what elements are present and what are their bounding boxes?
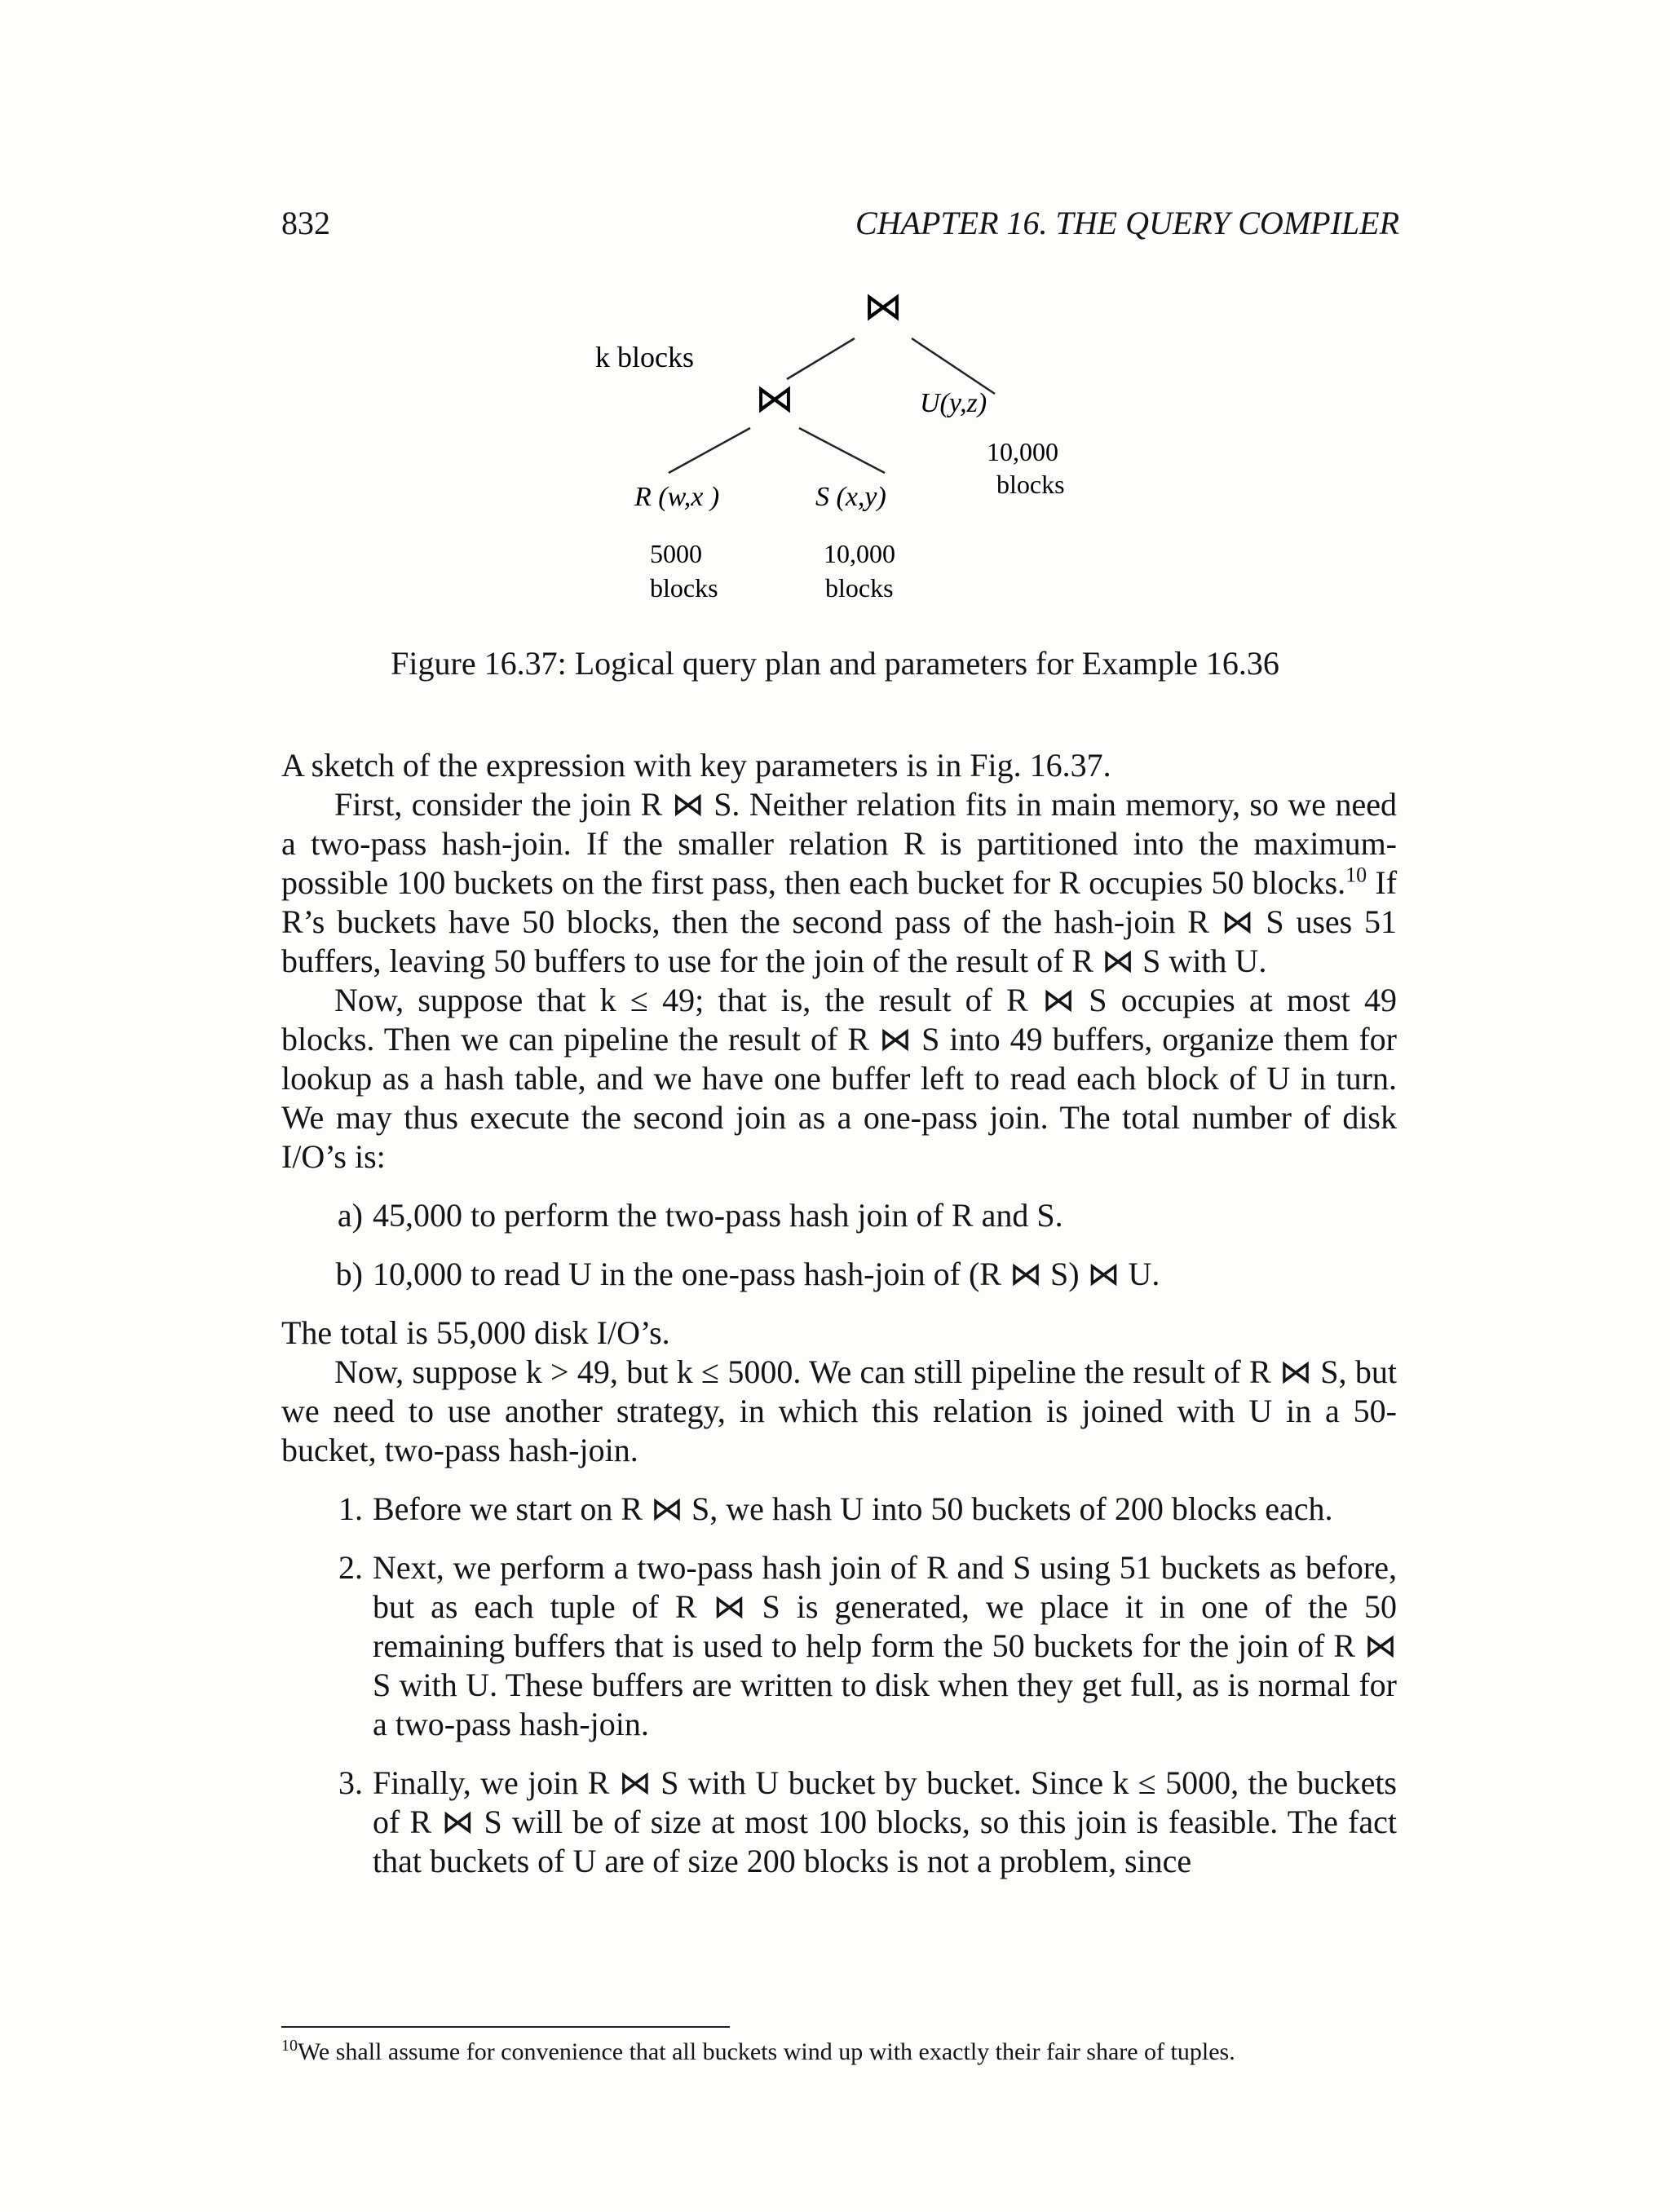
r-size-unit: blocks (650, 573, 718, 603)
edge-inner-r (669, 428, 750, 473)
chapter-title: CHAPTER 16. THE QUERY COMPILER (855, 205, 1399, 241)
list-marker: 3. (338, 1764, 363, 1801)
list-item (281, 1764, 1397, 1881)
query-plan-figure (0, 277, 1670, 628)
footnote-rule (281, 2026, 730, 2028)
u-size-unit: blocks (996, 470, 1065, 499)
edge-root-u (912, 338, 995, 394)
footnote (281, 2037, 1397, 2068)
list-marker: 1. (338, 1490, 363, 1527)
footnote-text: We shall assume for convenience that all buckets wind up with exactly their fair share of tuples. (298, 2038, 1235, 2065)
edge-root-left (787, 338, 855, 379)
list-marker: a) (337, 1197, 363, 1234)
list-item (281, 1196, 1397, 1235)
list-text: Finally, we join R ⋈ S with U bucket by bucket. Since k ≤ 5000, the buckets of R ⋈ S will be of size at most 100 blocks, so this join is feasible. The fact that buckets of U are of size 200 blocks is not a problem, since (373, 1764, 1397, 1879)
paragraph-2-part-a: First, consider the join R ⋈ S. Neither relation fits in main memory, so we need a two-pass hash-join. If the smaller relation R is partitioned into the maximum-possible 100 buckets on the first pass, then each bucket for R occupies 50 blocks. (281, 786, 1397, 901)
list-marker: 2. (338, 1549, 363, 1586)
paragraph-2-part-b: If R’s buckets have 50 blocks, then the second pass of the hash-join R ⋈ S uses 51 buffers, leaving 50 buffers to use for the join of the result of R ⋈ S with U. (281, 864, 1398, 979)
edge-inner-s (799, 428, 885, 473)
paragraph-5: Now, suppose k > 49, but k ≤ 5000. We can still pipeline the result of R ⋈ S, but we need to use another strategy, in which this relation is joined with U in a 50-bucket, two-pass hash-join. (281, 1353, 1397, 1468)
list-text: Before we start on R ⋈ S, we hash U into 50 buckets of 200 blocks each. (373, 1490, 1333, 1527)
list-text: 45,000 to perform the two-pass hash join of R and S. (373, 1197, 1063, 1234)
strategy-list (281, 1490, 1397, 1881)
list-item (281, 1548, 1397, 1744)
list-item (281, 1490, 1397, 1529)
r-size-value: 5000 (650, 539, 702, 568)
relation-s-label: S (x,y) (815, 482, 886, 512)
io-cost-list (281, 1196, 1397, 1294)
k-blocks-label: k blocks (595, 341, 694, 373)
footnote-ref: 10 (1345, 863, 1367, 887)
paragraph-3: Now, suppose that k ≤ 49; that is, the result of R ⋈ S occupies at most 49 blocks. Then we can pipeline the result of R ⋈ S into 49 buffers, organize them for lookup as a hash table, and we have one buffer left to read each block of U in turn. We may thus execute the second join as a one-pass join. The total number of disk I/O’s is: (281, 982, 1397, 1175)
relation-u-label: U(y,z) (920, 388, 987, 418)
s-size-value: 10,000 (824, 539, 895, 568)
root-join-symbol: ⋈ (864, 285, 903, 329)
body-text (281, 746, 1397, 1901)
footnote-number: 10 (281, 2037, 298, 2055)
inner-join-symbol: ⋈ (755, 377, 794, 421)
u-size-value: 10,000 (987, 437, 1058, 466)
page-number: 832 (281, 205, 330, 241)
list-text: Next, we perform a two-pass hash join of R and S using 51 buckets as before, but as each tuple of R ⋈ S is generated, we place it in one of the 50 remaining buffers that is used to help form the 50 buckets for the join of R ⋈ S with U. These buffers are written to disk when they get full, as is normal for a two-pass hash-join. (373, 1549, 1397, 1742)
list-marker: b) (335, 1256, 363, 1292)
figure-caption: Figure 16.37: Logical query plan and parameters for Example 16.36 (391, 645, 1279, 682)
list-text: 10,000 to read U in the one-pass hash-join of (R ⋈ S) ⋈ U. (373, 1256, 1160, 1292)
paragraph-1: A sketch of the expression with key parameters is in Fig. 16.37. (281, 747, 1111, 784)
s-size-unit: blocks (825, 573, 894, 603)
relation-r-label: R (w,x ) (634, 482, 720, 512)
list-item (281, 1255, 1397, 1294)
paragraph-4: The total is 55,000 disk I/O’s. (281, 1314, 670, 1351)
paragraph-2 (281, 785, 1397, 981)
